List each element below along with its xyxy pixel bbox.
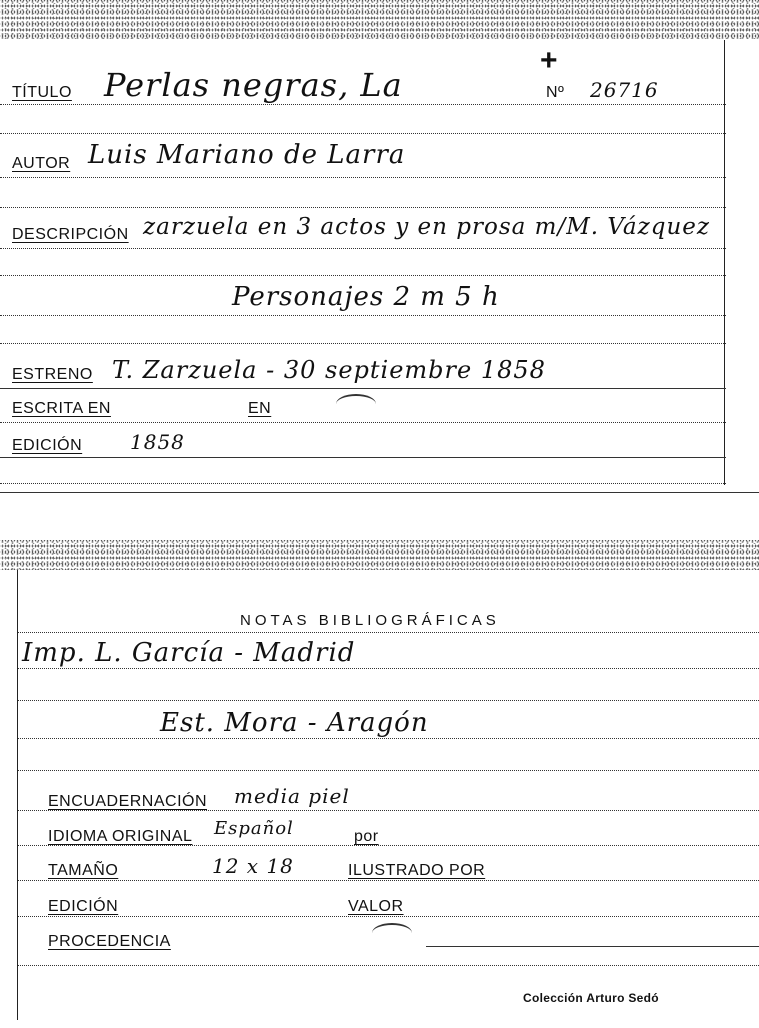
tamano-value: 12 x 18 xyxy=(212,854,294,878)
ruled-line xyxy=(0,315,726,316)
idioma-value: Español xyxy=(214,818,294,839)
ruled-line xyxy=(426,946,759,947)
estreno-value: T. Zarzuela - 30 septiembre 1858 xyxy=(112,356,546,384)
numero-label: Nº xyxy=(546,84,565,101)
autor-label: AUTOR xyxy=(12,155,71,172)
ruled-line xyxy=(18,845,759,846)
notes-title: NOTAS BIBLIOGRÁFICAS xyxy=(240,612,500,629)
titulo-label: TÍTULO xyxy=(12,84,72,101)
stamp-mark xyxy=(372,923,412,943)
ruled-line xyxy=(18,880,759,881)
ruled-line xyxy=(0,422,726,423)
ilustrado-por-label: ILUSTRADO POR xyxy=(348,862,486,879)
ruled-line xyxy=(0,343,726,344)
ruled-line xyxy=(0,104,726,105)
edicion-label: EDICIÓN xyxy=(12,437,83,454)
card-edge-speckle xyxy=(0,0,759,40)
encuadernacion-value: media piel xyxy=(234,784,350,808)
estreno-label: ESTRENO xyxy=(12,366,93,383)
ruled-line xyxy=(0,483,726,484)
ruled-line xyxy=(18,668,759,669)
numero-value: 26716 xyxy=(590,78,659,102)
por-label: por xyxy=(354,828,379,845)
ruled-line xyxy=(0,207,726,208)
ruled-line xyxy=(18,738,759,739)
ruled-line xyxy=(18,770,759,771)
ruled-line xyxy=(0,133,726,134)
ruled-line xyxy=(0,248,726,249)
catalog-card-front xyxy=(0,0,759,500)
procedencia-label: PROCEDENCIA xyxy=(48,933,171,950)
autor-value: Luis Mariano de Larra xyxy=(88,140,406,170)
cross-mark: + xyxy=(540,44,558,77)
note-line-2: Est. Mora - Aragón xyxy=(160,708,429,738)
titulo-value: Perlas negras, La xyxy=(104,66,403,104)
card-edge-speckle xyxy=(0,540,759,570)
edicion-value: 1858 xyxy=(130,430,185,454)
ruled-line xyxy=(18,632,759,633)
ruled-line xyxy=(0,275,726,276)
encuadernacion-label: ENCUADERNACIÓN xyxy=(48,793,208,810)
ruled-line xyxy=(0,177,726,178)
ruled-line xyxy=(18,700,759,701)
en-label: EN xyxy=(248,400,272,417)
stamp-mark xyxy=(336,394,376,414)
ruled-line xyxy=(18,965,759,966)
ruled-line xyxy=(18,810,759,811)
card-bottom-border xyxy=(0,492,759,493)
ruled-line xyxy=(0,457,726,458)
descripcion-value: zarzuela en 3 actos y en prosa m/M. Vázquez xyxy=(143,214,710,240)
card-left-border xyxy=(17,570,18,1020)
descripcion-value-2: Personajes 2 m 5 h xyxy=(232,282,500,312)
edicion-label-back: EDICIÓN xyxy=(48,898,119,915)
card-right-border xyxy=(724,40,725,485)
ruled-line xyxy=(18,916,759,917)
escrita-en-label: ESCRITA EN xyxy=(12,400,111,417)
note-line-1: Imp. L. García - Madrid xyxy=(22,638,356,668)
catalog-card-back xyxy=(0,540,759,1028)
idioma-label: IDIOMA ORIGINAL xyxy=(48,828,193,845)
ruled-line xyxy=(0,388,726,389)
tamano-label: TAMAÑO xyxy=(48,862,119,879)
descripcion-label: DESCRIPCIÓN xyxy=(12,226,129,243)
collection-footer: Colección Arturo Sedó xyxy=(523,991,659,1005)
valor-label: VALOR xyxy=(348,898,404,915)
